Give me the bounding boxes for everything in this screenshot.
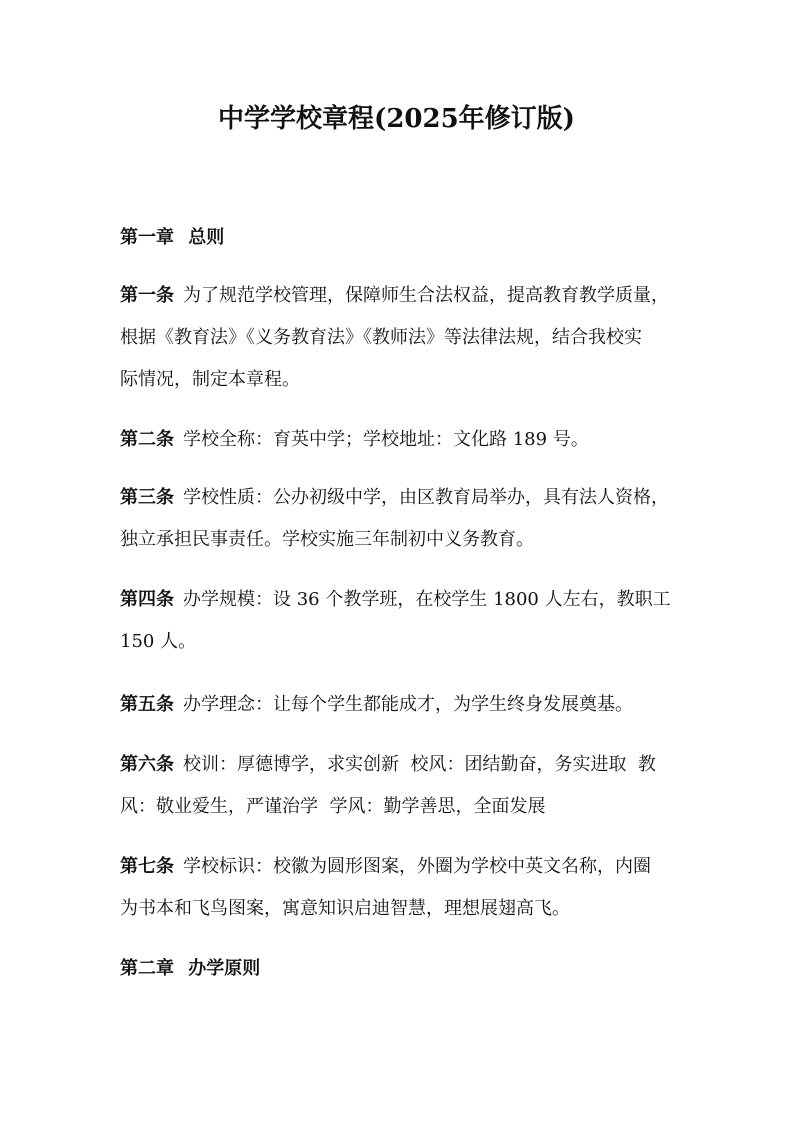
article-text: 根据《教育法》《义务教育法》《教师法》等法律法规，结合我校实	[120, 327, 642, 348]
article-text: 150 人。	[120, 631, 197, 652]
chapter-label: 第二章	[120, 958, 174, 979]
article-1	[120, 275, 680, 401]
article-text: 风：敬业爱生，严谨治学 学风：勤学善思，全面发展	[120, 796, 546, 817]
article-text: 学校性质：公办初级中学，由区教育局举办，具有法人资格，	[183, 487, 669, 508]
article-3	[120, 477, 680, 561]
article-text: 为了规范学校管理，保障师生合法权益，提高教育教学质量，	[183, 285, 669, 306]
article-text: 校训：厚德博学，求实创新 校风：团结勤奋，务实进取 教	[183, 754, 656, 775]
document-title: 中学学校章程(2025年修订版)	[218, 104, 575, 134]
article-label: 第四条	[120, 589, 174, 610]
chapter-1-heading	[120, 217, 680, 259]
chapter-label: 第一章	[120, 227, 174, 248]
article-label: 第七条	[120, 856, 174, 877]
article-label: 第五条	[120, 694, 174, 715]
article-text: 为书本和飞鸟图案，寓意知识启迪智慧，理想展翅高飞。	[120, 898, 570, 919]
article-text: 办学规模：设 36 个教学班，在校学生 1800 人左右，教职工	[183, 589, 671, 610]
article-text: 办学理念：让每个学生都能成才，为学生终身发展奠基。	[183, 694, 633, 715]
article-6	[120, 744, 680, 828]
article-label: 第六条	[120, 754, 174, 775]
article-4	[120, 579, 680, 663]
article-7	[120, 846, 680, 930]
article-text: 独立承担民事责任。学校实施三年制初中义务教育。	[120, 529, 534, 550]
chapter-name: 办学原则	[188, 958, 261, 979]
article-2	[120, 419, 680, 461]
article-text: 学校标识：校徽为圆形图案，外圈为学校中英文名称，内圈	[183, 856, 651, 877]
article-label: 第一条	[120, 285, 174, 306]
article-text: 学校全称：育英中学；学校地址：文化路 189 号。	[183, 429, 589, 450]
article-5	[120, 684, 680, 726]
article-label: 第二条	[120, 429, 174, 450]
article-text: 际情况，制定本章程。	[120, 369, 300, 390]
article-label: 第三条	[120, 487, 174, 508]
chapter-2-heading	[120, 948, 680, 990]
chapter-name: 总则	[188, 227, 225, 248]
